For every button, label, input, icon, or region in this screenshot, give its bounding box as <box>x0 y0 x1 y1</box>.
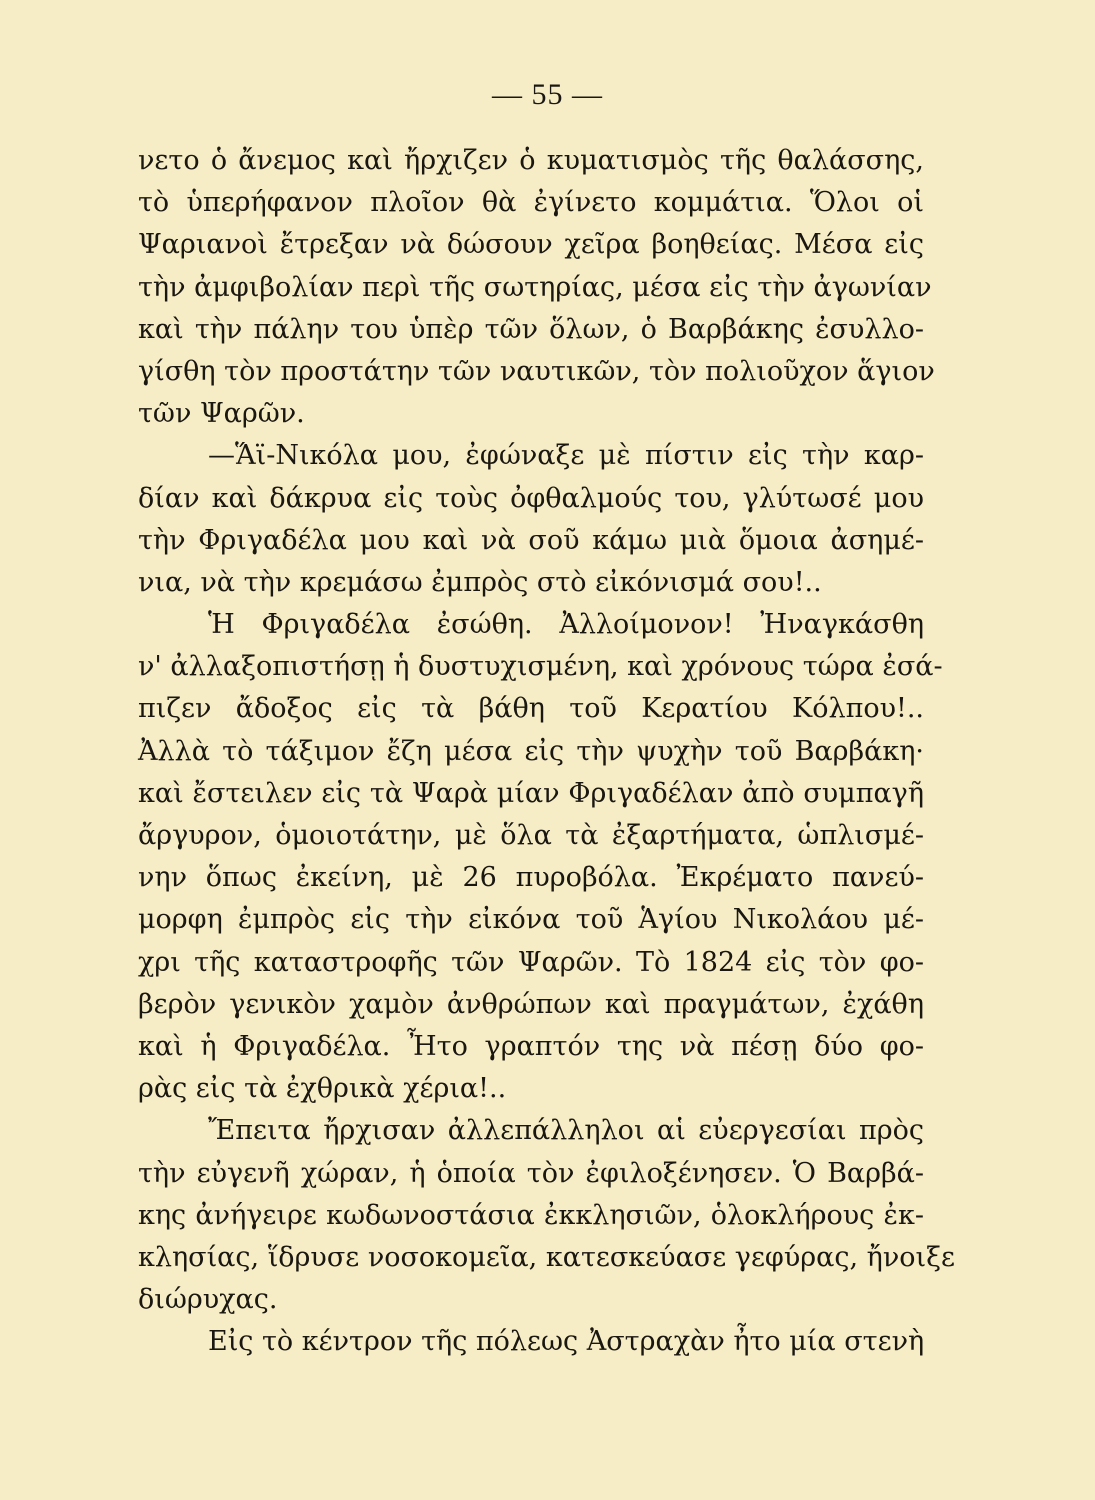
text-line: Ἀλλὰ τὸ τάξιμον ἔζη μέσα εἰς τὴν ψυχὴν τοῦ Βαρβάκη· <box>138 735 924 767</box>
text-line: γίσθη τὸν προστάτην τῶν ναυτικῶν, τὸν πολιοῦχον ἅγιον <box>138 355 935 387</box>
text-line: κλησίας, ἵδρυσε νοσοκομεῖα, κατεσκεύασε γεφύρας, ἤνοιξε <box>138 1241 955 1273</box>
text-line: κης ἀνήγειρε κωδωνοστάσια ἐκκλησιῶν, ὁλοκλήρους ἐκ- <box>138 1199 924 1231</box>
text-line: τὴν εὐγενῆ χώραν, ἡ ὁποία τὸν ἐφιλοξένησεν. Ὁ Βαρβά- <box>138 1157 924 1189</box>
text-line: τῶν Ψαρῶν. <box>138 398 305 430</box>
text-line: διώρυχας. <box>138 1284 278 1316</box>
text-line: νια, νὰ τὴν κρεμάσω ἐμπρὸς στὸ εἰκόνισμά σου!.. <box>138 566 822 598</box>
text-line: τὸ ὑπερήφανον πλοῖον θὰ ἐγίνετο κομμάτια. Ὅλοι οἱ <box>138 187 924 219</box>
text-line: δίαν καὶ δάκρυα εἰς τοὺς ὀφθαλμούς του, γλύτωσέ μου <box>138 482 924 514</box>
text-line: Ἡ Φριγαδέλα ἐσώθη. Ἀλλοίμονον! Ἠναγκάσθη <box>208 609 924 641</box>
text-line: τὴν Φριγαδέλα μου καὶ νὰ σοῦ κάμω μιὰ ὅμοια ἀσημέ- <box>138 524 924 556</box>
text-line: νετο ὁ ἄνεμος καὶ ἤρχιζεν ὁ κυματισμὸς τῆς θαλάσσης, <box>138 145 924 176</box>
body-text <box>138 140 955 1363</box>
page-number: — 55 — <box>492 78 603 111</box>
text-line: ἄργυρον, ὁμοιοτάτην, μὲ ὅλα τὰ ἐξαρτήματα, ὡπλισμέ- <box>138 820 924 851</box>
text-line: Ψαριανοὶ ἔτρεξαν νὰ δώσουν χεῖρα βοηθείας. Μέσα εἰς <box>138 229 924 261</box>
text-line: πιζεν ἄδοξος εἰς τὰ βάθη τοῦ Κερατίου Κόλπου!.. <box>138 693 924 725</box>
text-line: ν' ἀλλαξοπιστήσῃ ἡ δυστυχισμένη, καὶ χρόνους τώρα ἐσά- <box>138 651 943 683</box>
text-line: τὴν ἀμφιβολίαν περὶ τῆς σωτηρίας, μέσα εἰς τὴν ἀγωνίαν <box>138 271 932 303</box>
text-line: χρι τῆς καταστροφῆς τῶν Ψαρῶν. Τὸ 1824 εἰς τὸν φο- <box>138 946 924 978</box>
text-line: καὶ τὴν πάλην του ὑπὲρ τῶν ὅλων, ὁ Βαρβάκης ἐσυλλο- <box>138 313 924 345</box>
text-line: βερὸν γενικὸν χαμὸν ἀνθρώπων καὶ πραγμάτων, ἐχάθη <box>138 988 924 1020</box>
text-line: μορφη ἐμπρὸς εἰς τὴν εἰκόνα τοῦ Ἁγίου Νικολάου μέ- <box>138 904 924 936</box>
text-line: καὶ ἡ Φριγαδέλα. Ἦτο γραπτόν της νὰ πέσῃ δύο φο- <box>138 1030 924 1062</box>
text-line: νην ὅπως ἐκείνη, μὲ 26 πυροβόλα. Ἐκρέματο πανεύ- <box>138 862 924 894</box>
text-line: Εἰς τὸ κέντρον τῆς πόλεως Ἀστραχὰν ἦτο μία στενὴ <box>208 1326 925 1358</box>
text-line: καὶ ἔστειλεν εἰς τὰ Ψαρὰ μίαν Φριγαδέλαν ἀπὸ συμπαγῆ <box>138 777 924 809</box>
text-line: Ἔπειτα ἤρχισαν ἀλλεπάλληλοι αἱ εὐεργεσίαι πρὸς <box>208 1115 924 1147</box>
text-line: ρὰς εἰς τὰ ἐχθρικὰ χέρια!.. <box>138 1073 507 1105</box>
text-line: —Ἅϊ-Νικόλα μου, ἐφώναξε μὲ πίστιν εἰς τὴν καρ- <box>208 440 924 472</box>
